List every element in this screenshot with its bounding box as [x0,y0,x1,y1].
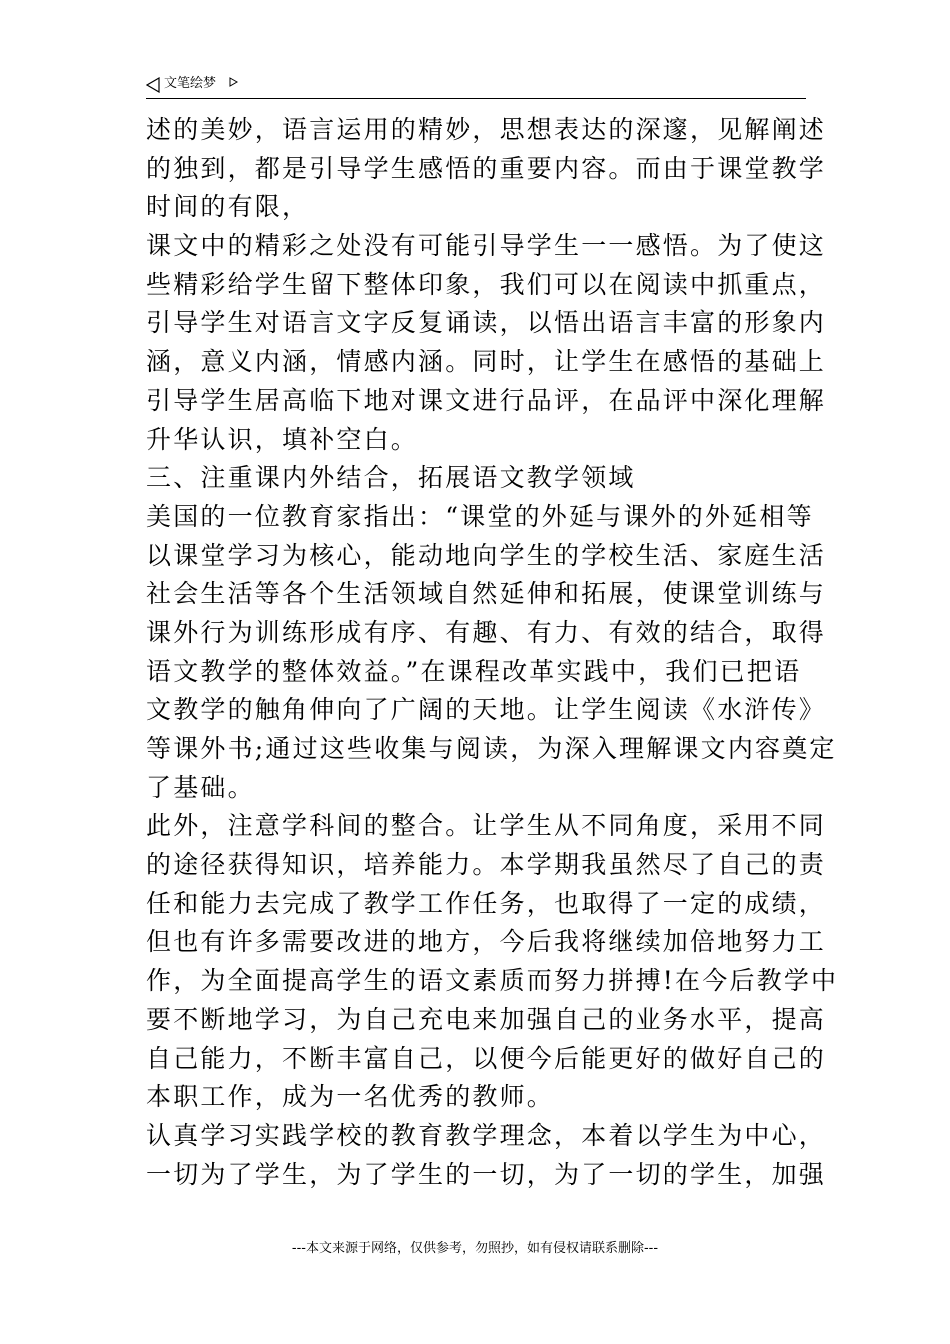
body-line: 的途径获得知识，培养能力。本学期我虽然尽了自己的责 [146,850,827,880]
body-line: 课文中的精彩之处没有可能引导学生一一感悟。为了使这 [146,231,827,261]
body-line: 语文教学的整体效益。”在课程改革实践中，我们已把语 [146,656,802,686]
body-line: 升华认识，填补空白。 [146,424,419,454]
document-body [146,111,839,1194]
body-line: 引导学生对语言文字反复诵读，以悟出语言丰富的形象内 [146,308,827,338]
body-line: 自己能力，不断丰富自己，以便今后能更好的做好自己的 [146,1043,827,1073]
triangle-right-icon [229,77,238,87]
body-line: 述的美妙，语言运用的精妙，思想表达的深邃，见解阐述 [146,115,827,144]
body-line: 文教学的触角伸向了广阔的天地。让学生阅读《水浒传》 [146,695,827,725]
page-header [146,74,806,99]
body-line: 时间的有限， [146,192,310,222]
body-line: 课外行为训练形成有序、有趣、有力、有效的结合，取得 [146,617,827,647]
body-line: 此外，注意学科间的整合。让学生从不同角度，采用不同 [146,811,827,841]
header-brand: 文笔绘梦 [164,76,217,91]
body-line: 一切为了学生，为了学生的一切，为了一切的学生，加强 [146,1159,827,1189]
body-line: 引导学生居高临下地对课文进行品评，在品评中深化理解 [146,385,827,415]
body-line: 美国的一位教育家指出：“课堂的外延与课外的外延相等 [146,501,814,531]
body-line: 的独到，都是引导学生感悟的重要内容。而由于课堂教学 [146,153,827,183]
page-footer: ---本文来源于网络，仅供参考，勿照抄，如有侵权请联系删除--- [291,1241,659,1256]
body-line: 要不断地学习，为自己充电来加强自己的业务水平，提高 [146,1004,827,1034]
body-line: 但也有许多需要改进的地方，今后我将继续加倍地努力工 [146,927,827,957]
body-line: 涵，意义内涵，情感内涵。同时，让学生在感悟的基础上 [146,347,827,377]
body-line: 认真学习实践学校的教育教学理念，本着以学生为中心， [146,1120,827,1150]
body-line: 任和能力去完成了教学工作任务，也取得了一定的成绩， [146,888,827,918]
triangle-left-icon [146,77,160,93]
body-line: 社会生活等各个生活领域自然延伸和拓展，使课堂训练与 [146,579,827,609]
body-line: 了基础。 [146,772,255,802]
body-line: 本职工作，成为一名优秀的教师。 [146,1082,555,1112]
body-line: 以课堂学习为核心，能动地向学生的学校生活、家庭生活 [146,540,827,570]
body-line: 些精彩给学生留下整体印象，我们可以在阅读中抓重点， [146,269,827,299]
section-heading: 三、注重课内外结合，拓展语文教学领域 [146,463,636,493]
body-line: 作，为全面提高学生的语文素质而努力拼搏!在今后教学中 [146,966,839,996]
body-line: 等课外书;通过这些收集与阅读，为深入理解课文内容奠定 [146,734,837,763]
